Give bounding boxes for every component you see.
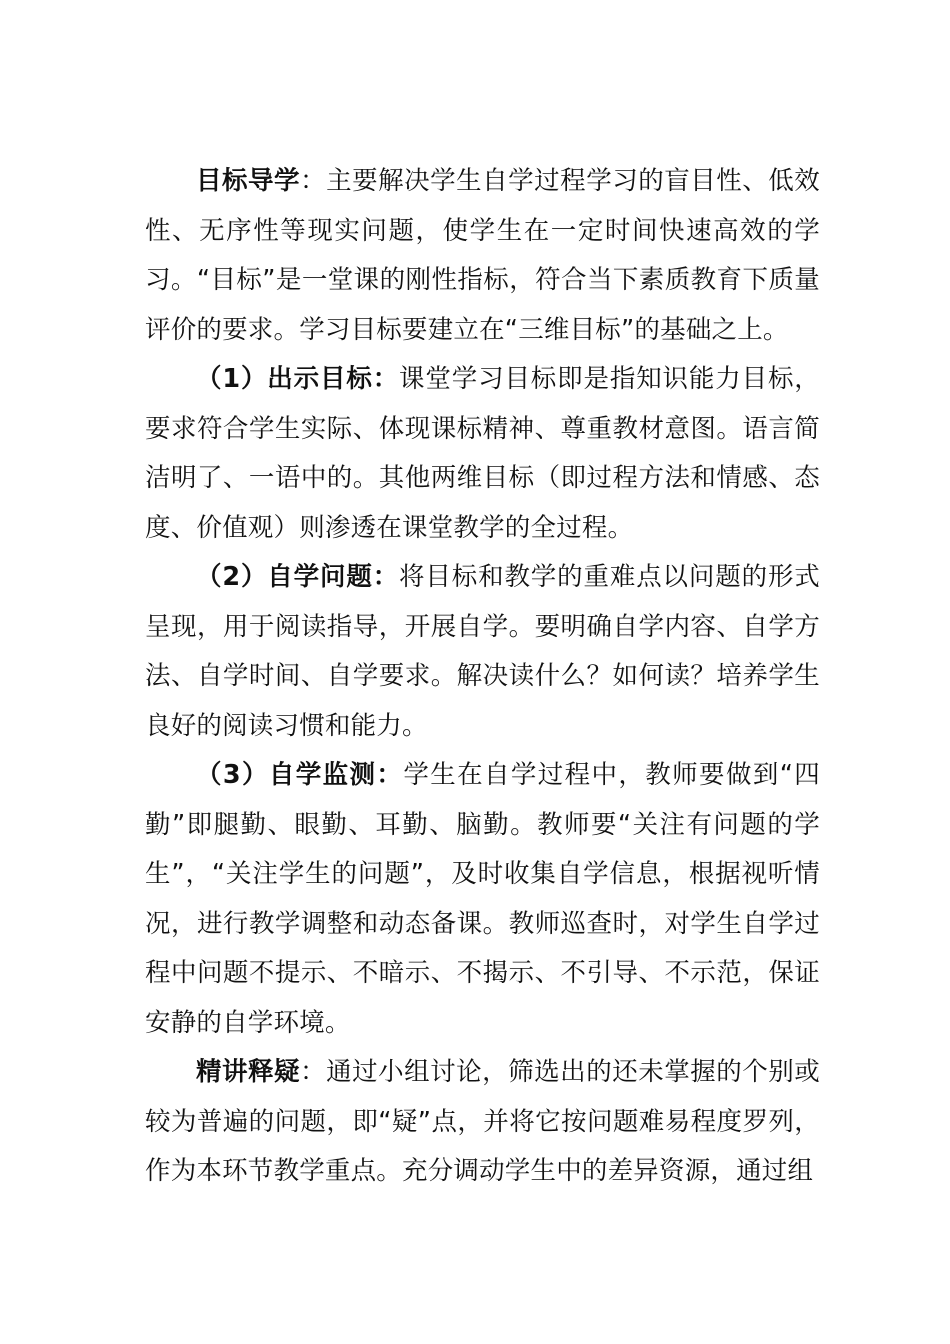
paragraph-self-study-monitoring — [145, 751, 820, 1048]
paragraph-term: 目标导学 — [196, 166, 301, 196]
paragraph-text: 课堂学习目标即是指知识能力目标，要求符合学生实际、体现课标精神、尊重教材意图。语言简洁明了、一语中的。其他两维目标（即过程方法和情感、态度、价值观）则渗透在课堂教学的全过程。 — [145, 364, 820, 543]
paragraph-show-goals — [145, 355, 820, 553]
paragraph-text: ：主要解决学生自学过程学习的盲目性、低效性、无序性等现实问题，使学生在一定时间快速高效的学习。“目标”是一堂课的刚性指标，符合当下素质教育下质量评价的要求。学习目标要建立在“三维目标”的基础之上。 — [145, 166, 820, 345]
paragraph-term: 精讲释疑 — [196, 1057, 301, 1087]
paragraph-text: ：通过小组讨论，筛选出的还未掌握的个别或较为普遍的问题，即“疑”点，并将它按问题难易程度罗列，作为本环节教学重点。充分调动学生中的差异资源，通过组 — [145, 1057, 820, 1186]
document-body — [145, 157, 820, 1197]
paragraph-term: （3）自学监测： — [196, 760, 404, 790]
paragraph-explain-doubts — [145, 1048, 820, 1197]
paragraph-goal-guided-learning — [145, 157, 820, 355]
paragraph-term: （2）自学问题： — [196, 562, 400, 592]
paragraph-self-study-questions — [145, 553, 820, 751]
paragraph-term: （1）出示目标： — [196, 364, 400, 394]
paragraph-text: 学生在自学过程中，教师要做到“四勤”即腿勤、眼勤、耳勤、脑勤。教师要“关注有问题的学生”，“关注学生的问题”，及时收集自学信息，根据视听情况，进行教学调整和动态备课。教师巡查时，对学生自学过程中问题不提示、不暗示、不揭示、不引导、不示范，保证安静的自学环境。 — [145, 760, 821, 1038]
paragraph-text: 将目标和教学的重难点以问题的形式呈现，用于阅读指导，开展自学。要明确自学内容、自学方法、自学时间、自学要求。解决读什么？如何读？培养学生良好的阅读习惯和能力。 — [145, 562, 820, 741]
